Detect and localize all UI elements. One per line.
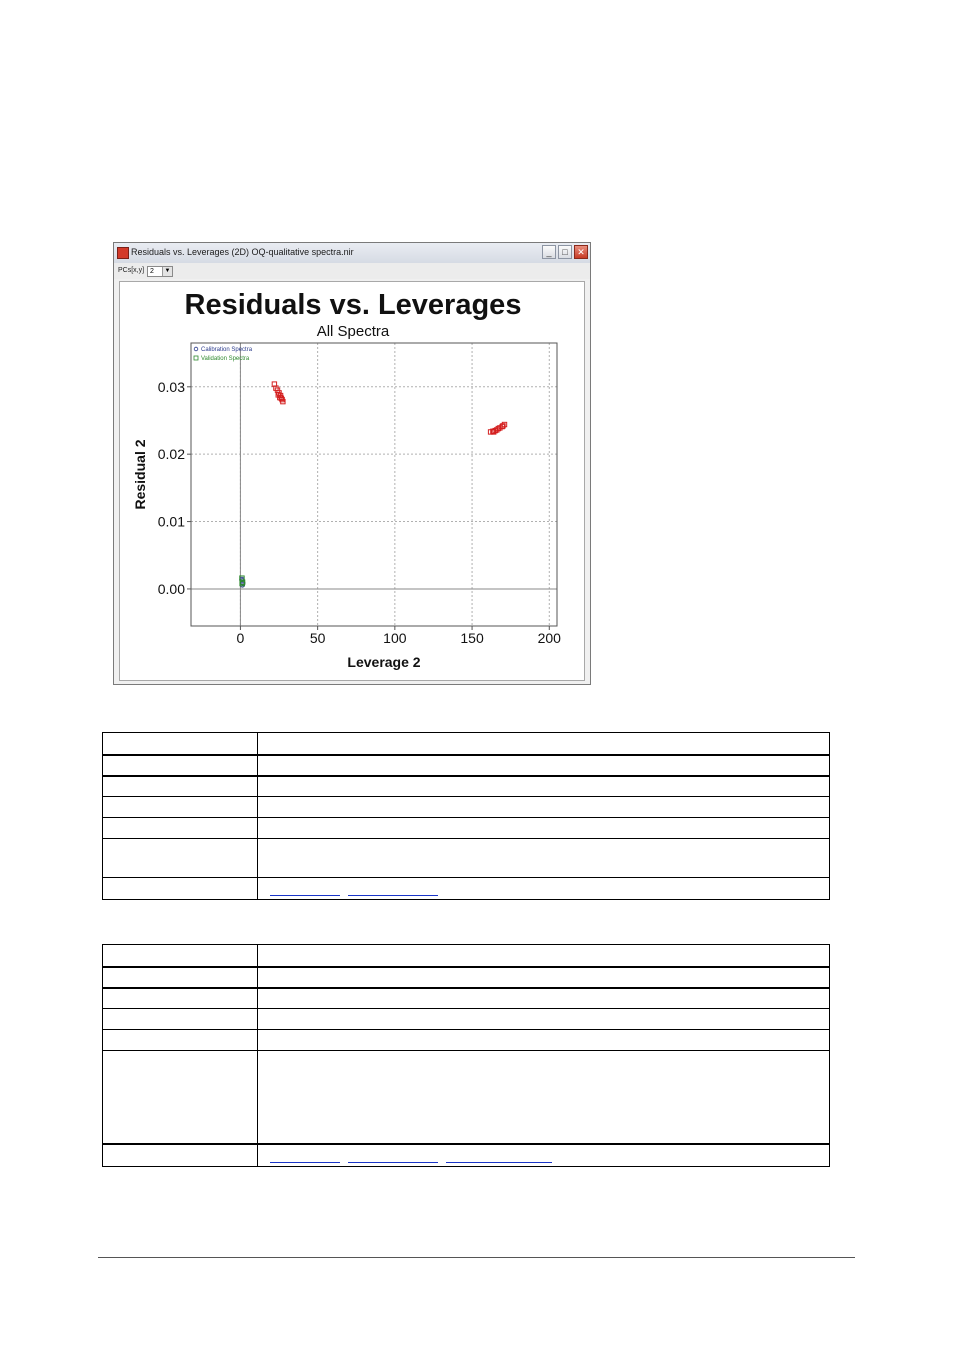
minimize-button[interactable]: _ xyxy=(542,245,556,259)
table-cell xyxy=(258,797,830,818)
legend-label: Calibration Spectra xyxy=(201,347,253,353)
table-cell xyxy=(103,1144,258,1167)
table-row xyxy=(103,967,830,988)
y-tick-label: 0.01 xyxy=(157,513,185,530)
app-icon xyxy=(117,247,129,259)
table-row xyxy=(103,733,830,755)
table-cell xyxy=(258,945,830,967)
plot-area xyxy=(119,281,585,681)
table-cell xyxy=(258,878,830,900)
table-cell xyxy=(258,967,830,988)
window-toolbar xyxy=(114,263,590,279)
table-row xyxy=(103,1051,830,1144)
table-row xyxy=(103,988,830,1009)
table-cell xyxy=(103,733,258,755)
table-cell xyxy=(258,1144,830,1167)
plot-window xyxy=(113,242,591,685)
x-tick-label: 200 xyxy=(537,630,561,646)
table-cell xyxy=(103,878,258,900)
legend-marker xyxy=(194,347,198,351)
table-cell xyxy=(103,755,258,776)
legend-label: Validation Spectra xyxy=(201,356,250,362)
x-tick-label: 150 xyxy=(460,630,484,646)
legend-marker xyxy=(194,356,198,360)
table-row xyxy=(103,755,830,776)
table-row xyxy=(103,945,830,967)
table-row xyxy=(103,1009,830,1030)
table-row xyxy=(103,1144,830,1167)
chart-subtitle: All Spectra xyxy=(316,323,390,340)
table-cell xyxy=(103,818,258,839)
cross-reference-link[interactable] xyxy=(270,887,340,896)
table-cell xyxy=(258,818,830,839)
table-cell xyxy=(258,1009,830,1030)
table-cell xyxy=(258,839,830,878)
x-axis-label: Leverage 2 xyxy=(347,654,421,670)
table-cell xyxy=(103,839,258,878)
table-cell xyxy=(103,967,258,988)
table-cell xyxy=(258,755,830,776)
y-tick-label: 0.02 xyxy=(157,446,185,463)
table-row xyxy=(103,878,830,900)
x-tick-label: 50 xyxy=(309,630,326,646)
y-axis-label: Residual 2 xyxy=(132,439,148,510)
table-row xyxy=(103,1030,830,1051)
plot-frame xyxy=(191,343,557,626)
table-cell xyxy=(103,1030,258,1051)
info-table-2 xyxy=(102,944,830,1167)
cross-reference-link[interactable] xyxy=(348,887,438,896)
info-table-1 xyxy=(102,732,830,900)
cross-reference-link[interactable] xyxy=(270,1154,340,1163)
footer-rule xyxy=(98,1257,855,1258)
window-title: Residuals vs. Leverages (2D) OQ-qualitative spectra.nir xyxy=(131,247,354,257)
table-cell xyxy=(258,988,830,1009)
y-tick-label: 0.03 xyxy=(157,378,185,395)
chevron-down-icon[interactable]: ▼ xyxy=(162,267,172,276)
y-tick-label: 0.00 xyxy=(157,580,185,597)
cross-reference-link[interactable] xyxy=(348,1154,438,1163)
table-cell xyxy=(258,733,830,755)
table-cell xyxy=(103,797,258,818)
pcs-label: PCs[x,y] xyxy=(118,267,145,274)
cross-reference-link[interactable] xyxy=(446,1154,552,1163)
table-cell xyxy=(258,776,830,797)
pcs-select[interactable] xyxy=(147,266,173,277)
table-row xyxy=(103,776,830,797)
table-cell xyxy=(258,1030,830,1051)
table-cell xyxy=(103,988,258,1009)
x-tick-label: 100 xyxy=(383,630,407,646)
table-cell xyxy=(103,776,258,797)
maximize-button[interactable]: □ xyxy=(558,245,572,259)
table-cell xyxy=(103,945,258,967)
table-row xyxy=(103,839,830,878)
window-titlebar[interactable] xyxy=(114,243,590,264)
table-cell xyxy=(258,1051,830,1144)
x-tick-label: 0 xyxy=(236,630,245,646)
pcs-select-value: 2 xyxy=(150,268,154,275)
table-cell xyxy=(103,1051,258,1144)
close-button[interactable]: ✕ xyxy=(574,245,588,259)
scatter-chart xyxy=(120,282,586,682)
table-row xyxy=(103,818,830,839)
table-cell xyxy=(103,1009,258,1030)
chart-title: Residuals vs. Leverages xyxy=(184,289,522,321)
table-row xyxy=(103,797,830,818)
